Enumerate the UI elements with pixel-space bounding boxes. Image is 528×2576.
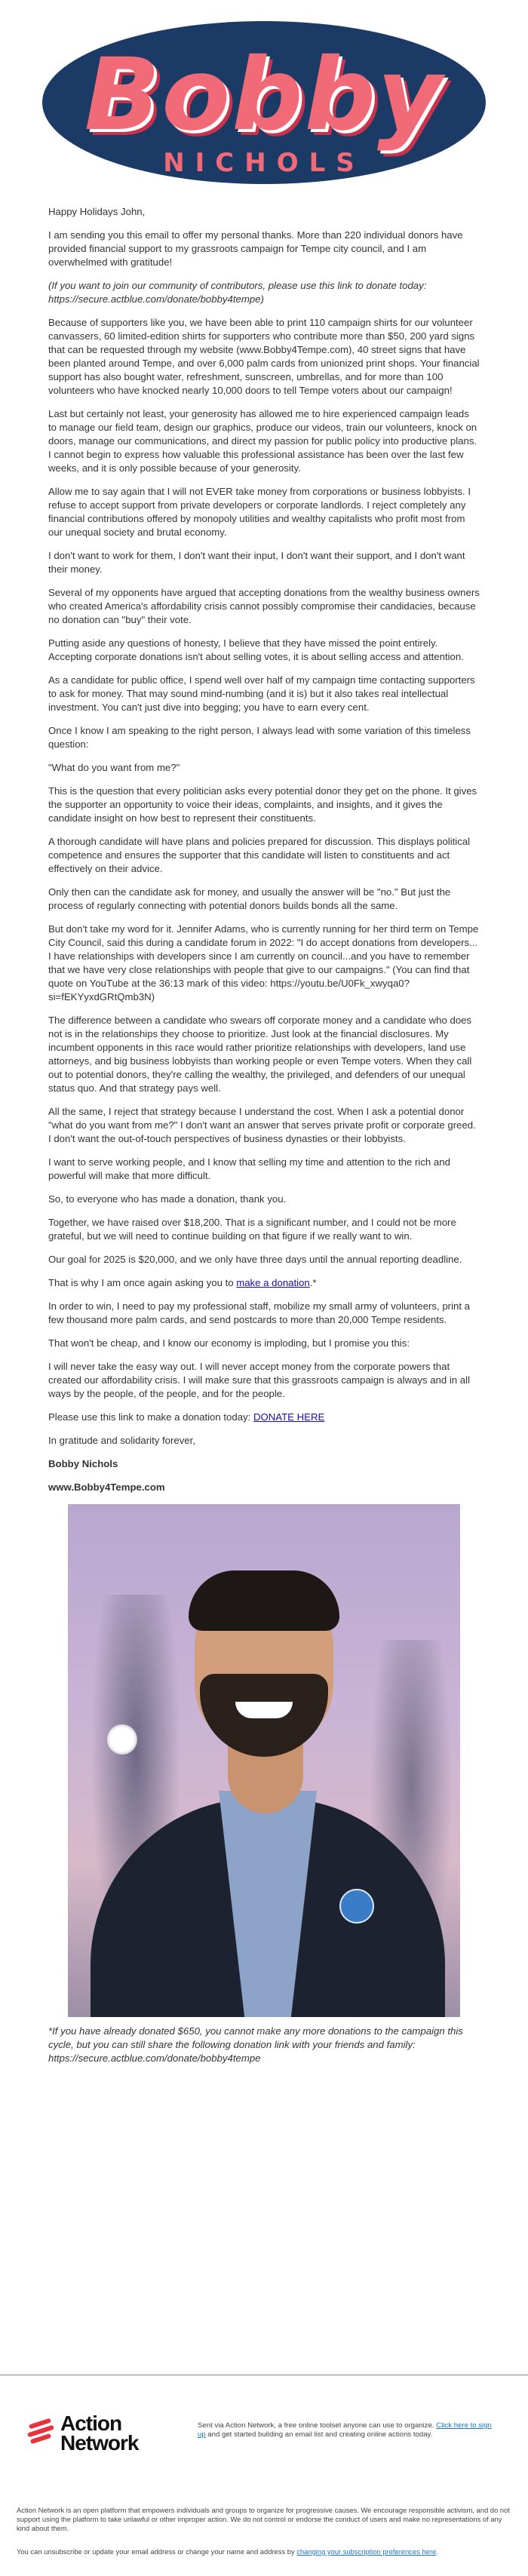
signature: Bobby Nichols [48,1458,118,1469]
candidate-portrait [68,1504,460,2017]
action-network-wordmark [60,2414,138,2453]
paragraph: A thorough candidate will have plans and policies prepared for discussion. This displays political competence and ensures the supporter that this candidate will listen to constituents and act effectively on their advice. [48,836,471,874]
campaign-pin [339,1889,374,1924]
text: Please use this link to make a donation today: [48,1411,253,1423]
paragraph: Putting aside any questions of honesty, I believe that they have missed the point entirely. Accepting corporate donations isn't about selling votes, it is about selling access and attention. [48,637,464,662]
footer-blurb [198,2421,499,2439]
logo-line: Action [60,2412,122,2435]
sign-off: In gratitude and solidarity forever, [48,1435,195,1446]
smile [235,1702,293,1718]
email-body [38,189,490,1494]
text: Sent via Action Network, a free online toolset anyone can use to organize. [198,2421,437,2430]
text: . [436,2547,438,2556]
sign-up-link[interactable]: Click here to sign up [198,2421,492,2439]
paragraph: I am sending you this email to offer my personal thanks. More than 220 individual donors have provided financial support to my grassroots campaign for Tempe city council, and I am overwhelmed with gratitude! [48,229,463,268]
paragraph: The difference between a candidate who swears off corporate money and a candidate who does not is in the relationships they choose to prioritize. Just look at the financial disclosures. My incumbent opponents in this race would rather prioritize relationships with developers, land use attorneys, and big business lobbyists than working people or even Tempe voters. When they call out to potential donors, they're calling the wealthy, the privileged, and defenders of our unequal status quo. And that strategy pays well. [48,1015,472,1094]
text: That is why I am once again asking you to [48,1277,237,1288]
action-network-mark-icon [27,2418,56,2446]
paragraph: Only then can the candidate ask for money, and usually the answer will be "no." But just the process of regularly connecting with potential donors builds bonds all the same. [48,886,451,911]
paragraph: Because of supporters like you, we have been able to print 110 campaign shirts for our volunteer canvassers, 60 limited-edition shirts for supporters who contribute more than $50, 200 yard signs that can be requested through my website (www.Bobby4Tempe.com), 40 street signs that have been planted around Tempe, and over 6,000 palm cards from unionized print shops. Your financial support has also bought water, refreshment, sunscreen, umbrellas, and for more than 100 volunteers who have knocked nearly 10,000 doors to tell Tempe voters about our campaign! [48,317,480,396]
paragraph: So, to everyone who has made a donation, thank you. [48,1193,287,1205]
subscription-preferences-link[interactable]: changing your subscription preferences here [296,2547,437,2556]
paragraph: Our goal for 2025 is $20,000, and we only have three days until the annual reporting deadline. [48,1254,462,1265]
logo-name: Bobby [84,37,444,153]
greeting: Happy Holidays John, [48,206,146,217]
paragraph: Together, we have raised over $18,200. That is a significant number, and I could not be more grateful, but we will need to continue building on that figure if we really want to win. [48,1217,456,1242]
campaign-logo [38,0,490,189]
donate-here-link[interactable]: DONATE HERE [253,1411,325,1423]
paragraph: That won't be cheap, and I know our economy is imploding, but I promise you this: [48,1337,410,1349]
paragraph: Last but certainly not least, your generosity has allowed me to hire experienced campaign leads to manage our field team, design our graphics, produce our videos, train our volunteers, knock on doors, manage our communications, and direct my passion for public policy into productive plans. I cannot begin to express how valuable this professional assistance has been over the last few weeks, and it is only possible because of your generosity. [48,408,477,474]
hair [189,1570,339,1631]
paragraph: But don't take my word for it. Jennifer Adams, who is currently running for her third term on Tempe City Council, said this during a candidate forum in 2022: "I do accept donations from developers... I have relationships with developers since I am currently on council...and you have to remember that we have very close relationships with people that give to our campaigns." (You can find that quote on YouTube at the 36:13 mark of this video: https://youtu.be/U0Fk_xwyqa0?si=fEKYyxdGRtQmb3N) [48,923,479,1002]
paragraph: As a candidate for public office, I spend well over half of my campaign time contacting supporters to ask for money. That may sound mind-numbing (and it is) but it also takes real intellectual investment. You can't just dive into begging; you have to earn every cent. [48,674,475,713]
action-network-logo[interactable] [27,2414,178,2459]
footer-unsubscribe [17,2547,511,2556]
paragraph: Allow me to say again that I will not EVER take money from corporations or business lobbyists. I refuse to accept support from private developers or corporate landlords. I reject completely any financial contributions offered by monopoly utilities and wealthy capitalists who profit most from our unequal society and brutal economy. [48,486,471,538]
paragraph: I want to serve working people, and I know that selling my time and attention to the rich and powerful will make that more difficult. [48,1156,450,1181]
text: You can unsubscribe or update your email address or change your name and address by [17,2547,297,2556]
paragraph [48,1276,480,1290]
paragraph: In order to win, I need to pay my professional staff, mobilize my small army of volunteers, print a few thousand more palm cards, and send postcards to more than 20,000 Tempe residents. [48,1300,471,1325]
paragraph: (If you want to join our community of contributors, please use this link to donate today: https://secure.actblue.com/donate/bobby4tempe) [48,280,427,305]
background-light [107,1724,137,1755]
paragraph [48,1411,480,1424]
paragraph: I will never take the easy way out. I will never accept money from the corporate powers that created our affordability crisis. I will make sure that this grassroots campaign is always and in all ways by the people, of the people, and for the people. [48,1361,471,1399]
paragraph: This is the question that every politician asks every potential donor they get on the phone. It gives the supporter an opportunity to voice their ideas, complaints, and insights, and it gives the candidate insight on how best to represent their constituents. [48,785,477,824]
logo-line: Network [60,2431,139,2455]
make-donation-link[interactable]: make a donation [236,1277,310,1288]
footnote: *If you have already donated $650, you cannot make any more donations to the campaign this cycle, but you can still share the following donation link with your friends and family: https://secure.actblue.com/donate/bobby4tempe [48,2025,463,2064]
logo-surname: NICHOLS [163,148,365,178]
paragraph: All the same, I reject that strategy because I understand the cost. When I ask a potential donor "what do you want from me?" I don't want an answer that serves private profit or corporate greed. I don't want the out-of-touch perspectives of business dynasties or their lobbyists. [48,1106,476,1144]
paragraph: "What do you want from me?" [48,762,180,773]
text: .* [309,1277,317,1288]
paragraph: Several of my opponents have argued that accepting donations from the wealthy business owners who created America's affordability crisis cannot possibly compromise their candidacies, because no donation can "buy" their vote. [48,587,480,625]
paragraph: Once I know I am speaking to the right person, I always lead with some variation of this timeless question: [48,725,471,750]
website: www.Bobby4Tempe.com [48,1481,165,1493]
text: and get started building an email list and creating online actions today. [205,2430,433,2439]
paragraph: I don't want to work for them, I don't want their input, I don't want their support, and I don't want their money. [48,550,465,575]
footer-disclaimer: Action Network is an open platform that empowers individuals and groups to organize for progressive causes. We encourage responsible activism, and do not support using the platform to take unlawful or other improper action. We do not control or endorse the conduct of users and make no representations of any kind about them. [17,2506,510,2532]
